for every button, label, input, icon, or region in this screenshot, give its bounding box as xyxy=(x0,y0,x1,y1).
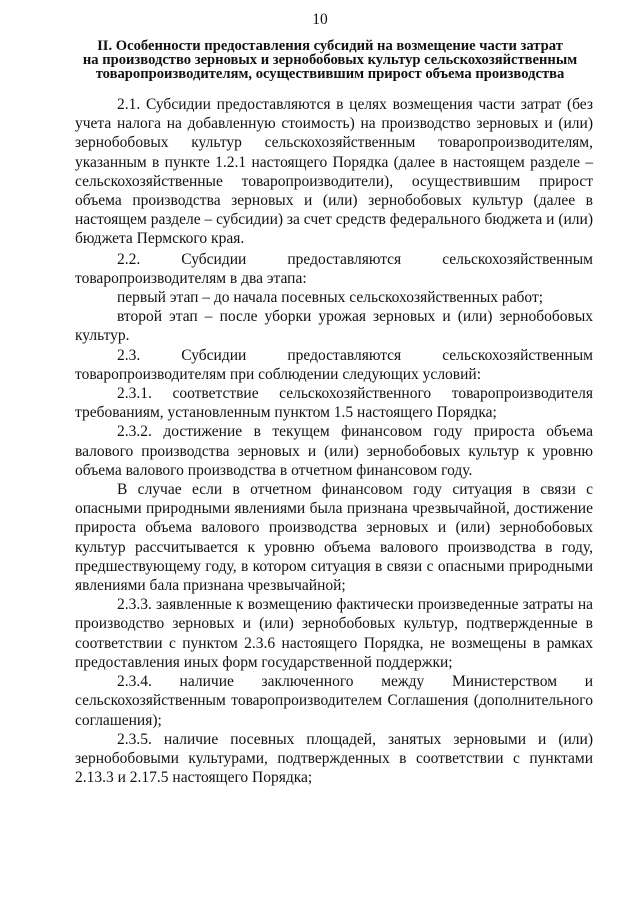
paragraph-2-3-3: 2.3.3. заявленные к возмещению фактически произведенные затраты на производство зерновых и (или) зернобобовых культур, подтвержденные в соответствии с пунктом 2.3.6 настоящего Порядка, не возмещены в рамках предоставления иных форм государственной поддержки; xyxy=(75,596,593,671)
paragraph-2-3-2: 2.3.2. достижение в текущем финансовом году прироста объема валового производства зерновых и (или) зернобобовых культур к уровню объема валового производства в отчетном финансовом году. xyxy=(75,423,593,479)
paragraph-2-3-1: 2.3.1. соответствие сельскохозяйственного товаропроизводителя требованиям, установленным пунктом 1.5 настоящего Порядка; xyxy=(75,385,593,422)
page-number: 10 xyxy=(312,11,328,28)
section-heading-line: товаропроизводителям, осуществившим прирост объема производства xyxy=(95,66,565,82)
paragraph-emergency-case: В случае если в отчетном финансовом году ситуация в связи с опасными природными явлениями была признана чрезвычайной, достижение прироста объема валового производства зерновых и (или) зернобобовых культур рассчитывается к уровню объема валового производства в году, предшествующему году, в котором ситуация в связи с опасными природными явлениями бала признана чрезвычайной; xyxy=(75,481,593,595)
paragraph-2-2: 2.2. Субсидии предоставляются сельскохозяйственным товаропроизводителям в два этапа: xyxy=(75,250,593,287)
section-heading xyxy=(40,39,620,81)
paragraph-2-3-5: 2.3.5. наличие посевных площадей, занятых зерновыми и (или) зернобобовыми культурами, подтвержденных в соответствии с пунктами 2.13.3 и 2.17.5 настоящего Порядка; xyxy=(75,730,593,787)
paragraph-second-stage: второй этап – после уборки урожая зерновых и (или) зернобобовых культур. xyxy=(75,308,593,345)
section-heading-line: II. Особенности предоставления субсидий на возмещение части затрат xyxy=(97,38,563,54)
paragraph-2-1: 2.1. Субсидии предоставляются в целях возмещения части затрат (без учета налога на добавленную стоимость) на производство зерновых и (или) зернобобовых культур сельскохозяйственным товаропроизводителям, указанным в пункте 1.2.1 настоящего Порядка (далее в настоящем разделе – сельскохозяйственные товаропроизводители), осуществившим прирост объема производства зерновых и (или) зернобобовых культур (далее в настоящем разделе – субсидии) за счет средств федерального бюджета и (или) бюджета Пермского края. xyxy=(75,96,593,248)
section-heading-line: на производство зерновых и зернобобовых культур сельскохозяйственным xyxy=(82,52,578,68)
paragraph-2-3-4: 2.3.4. наличие заключенного между Министерством и сельскохозяйственным товаропроизводителем Соглашения (дополнительного соглашения); xyxy=(75,673,593,729)
paragraph-2-3: 2.3. Субсидии предоставляются сельскохозяйственным товаропроизводителям при соблюдении следующих условий: xyxy=(75,346,593,383)
document-body xyxy=(75,95,593,787)
paragraph-first-stage: первый этап – до начала посевных сельскохозяйственных работ; xyxy=(117,289,544,307)
